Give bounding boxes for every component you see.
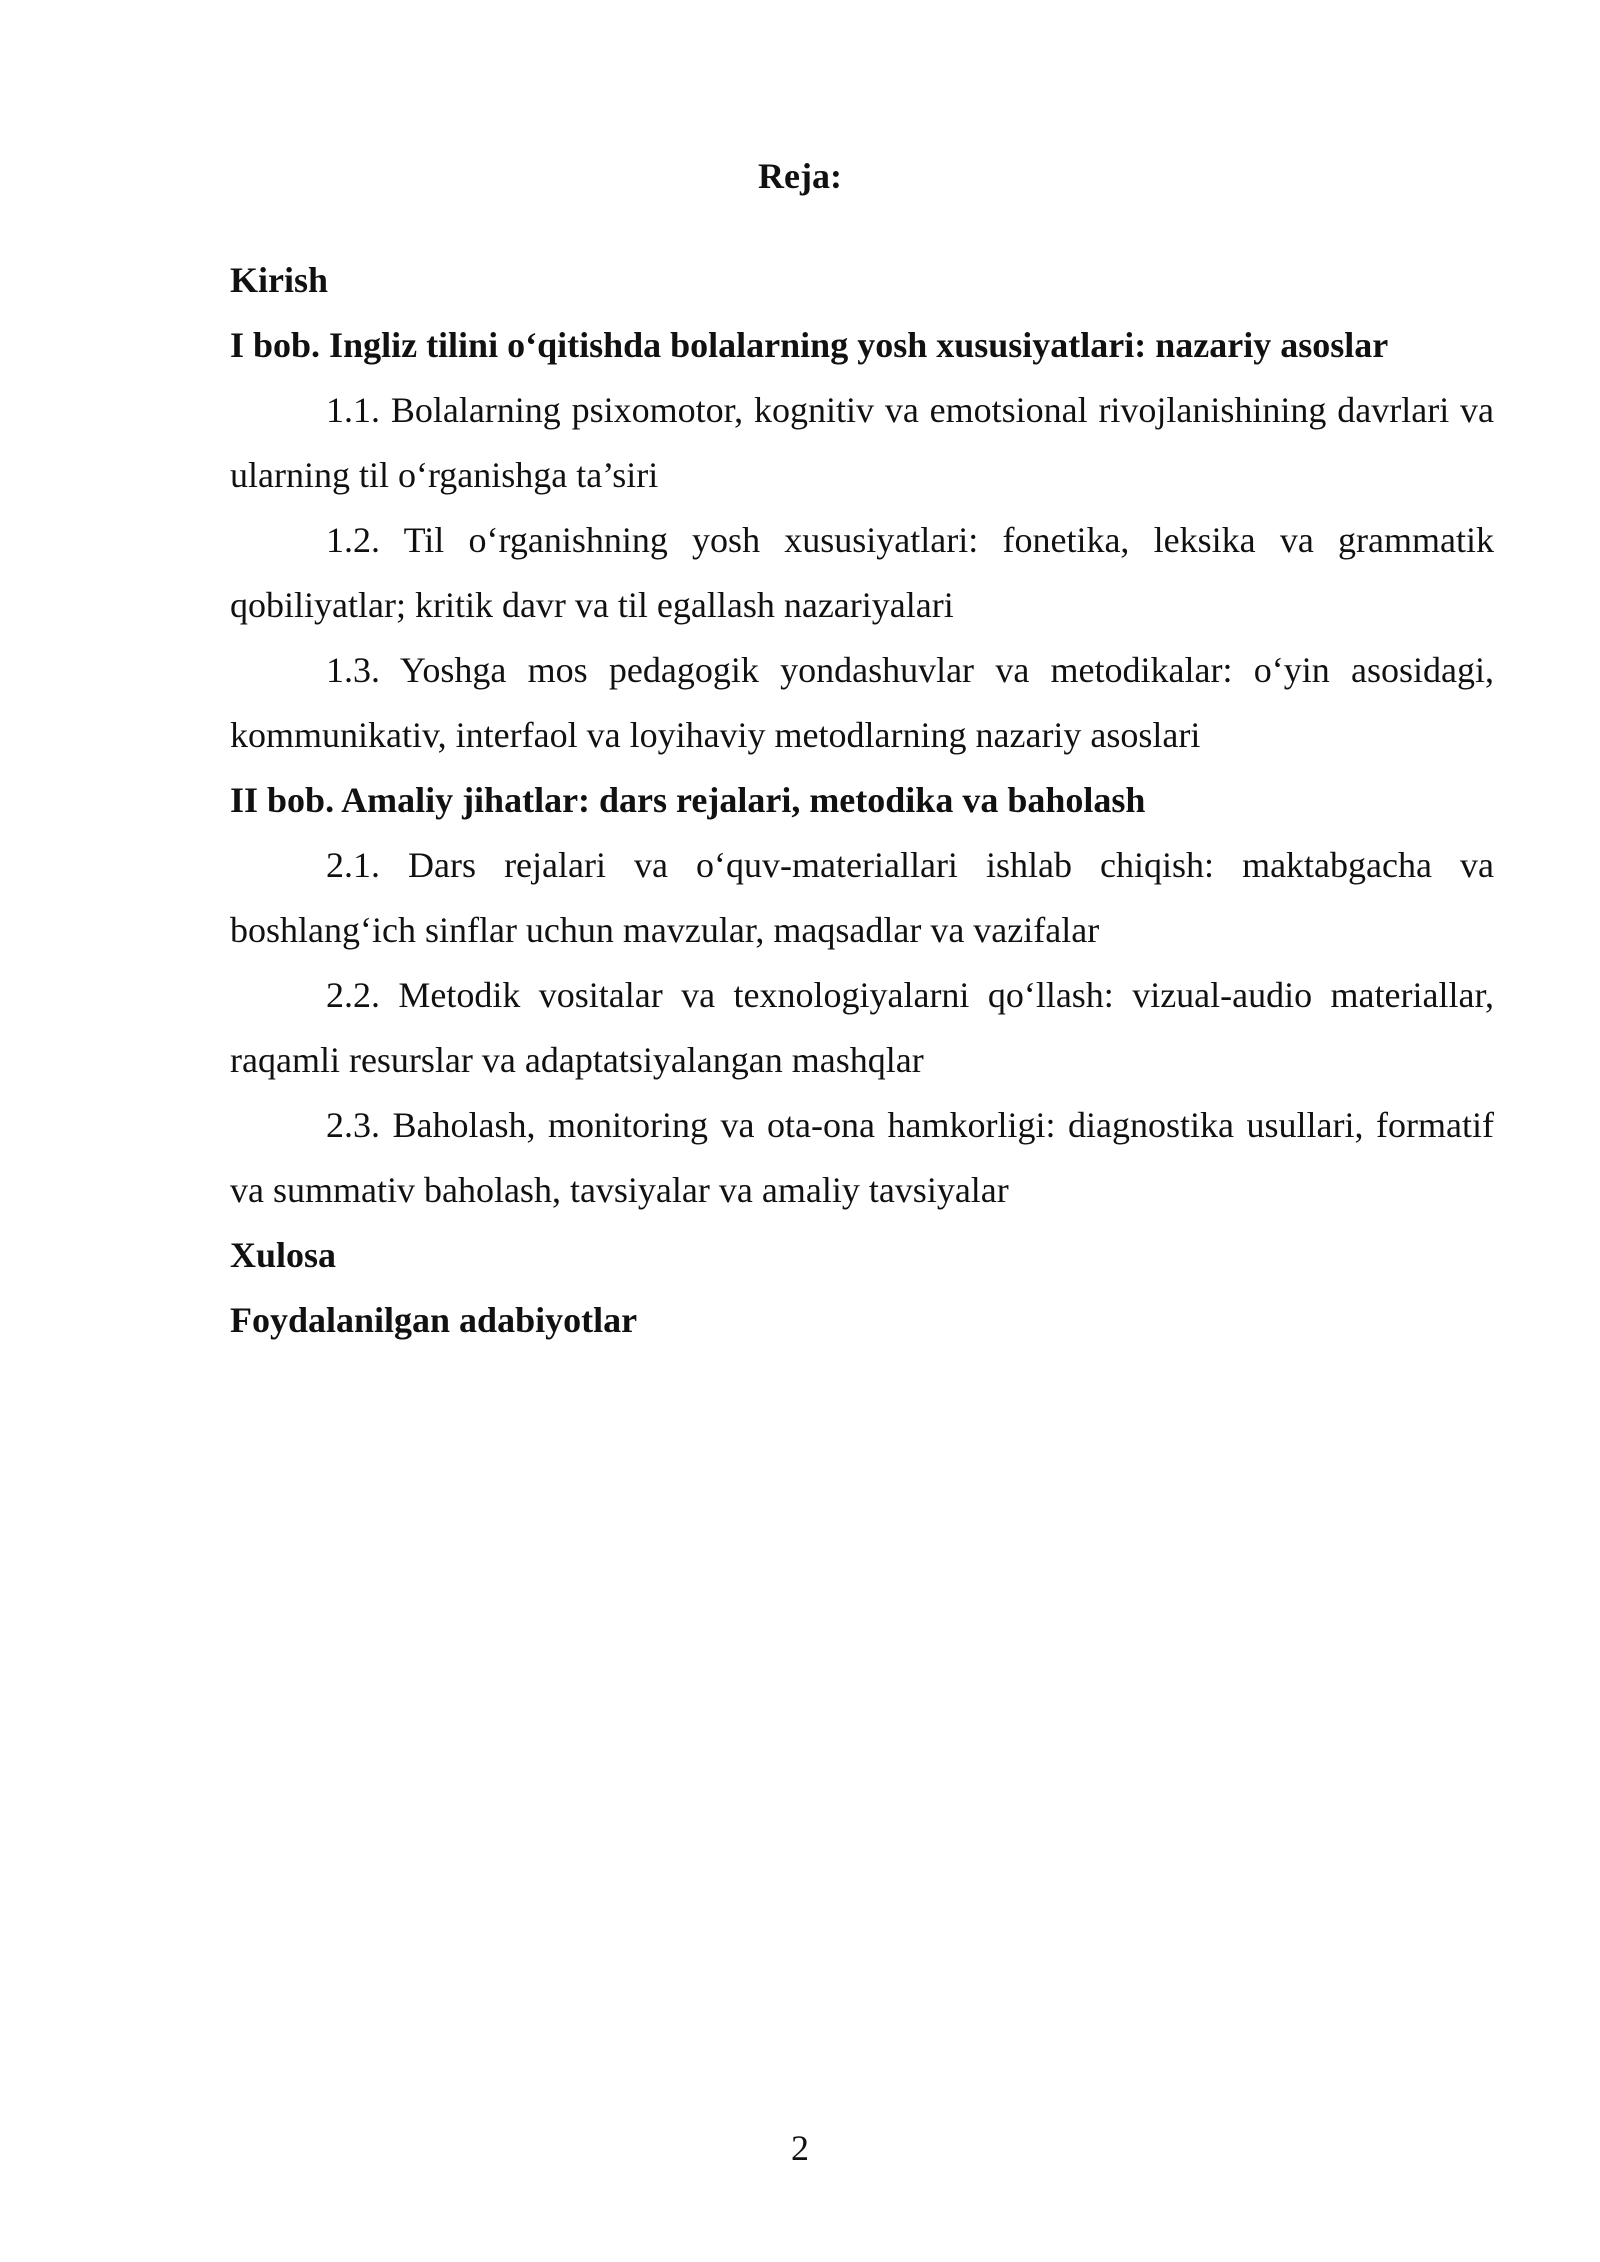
toc-section-2-3: 2.3. Baholash, monitoring va ota-ona hamkorligi: diagnostika usullari, formatif va summativ baholash, tavsiyalar va amaliy tavsiyalar — [230, 1105, 1494, 1210]
page-number: 2 — [791, 2128, 809, 2168]
toc-section-2-2: 2.2. Metodik vositalar va texnologiyalarni qo‘llash: vizual-audio materiallar, raqamli resurslar va adaptatsiyalangan mashqlar — [230, 975, 1494, 1080]
toc-conclusion: Xulosa — [230, 1235, 337, 1275]
page-title: Reja: — [758, 156, 842, 196]
toc-section-1-1: 1.1. Bolalarning psixomotor, kognitiv va emotsional rivojlanishining davrlari va ularning til o‘rganishga ta’siri — [230, 390, 1494, 495]
toc-references: Foydalanilgan adabiyotlar — [230, 1300, 638, 1340]
toc-chapter-1-heading: I bob. Ingliz tilini o‘qitishda bolalarning yosh xususiyatlari: nazariy asoslar — [230, 325, 1389, 365]
toc-introduction: Kirish — [230, 260, 329, 300]
toc-chapter-2-heading: II bob. Amaliy jihatlar: dars rejalari, metodika va baholash — [230, 780, 1146, 820]
table-of-contents — [230, 248, 1494, 1353]
toc-section-2-1: 2.1. Dars rejalari va o‘quv-materiallari ishlab chiqish: maktabgacha va boshlang‘ich sinflar uchun mavzular, maqsadlar va vazifalar — [230, 845, 1494, 950]
toc-section-1-2: 1.2. Til o‘rganishning yosh xususiyatlari: fonetika, leksika va grammatik qobiliyatlar; kritik davr va til egallash nazariyalari — [230, 520, 1494, 625]
toc-section-1-3: 1.3. Yoshga mos pedagogik yondashuvlar va metodikalar: o‘yin asosidagi, kommunikativ, interfaol va loyihaviy metodlarning nazariy asoslari — [230, 650, 1494, 755]
